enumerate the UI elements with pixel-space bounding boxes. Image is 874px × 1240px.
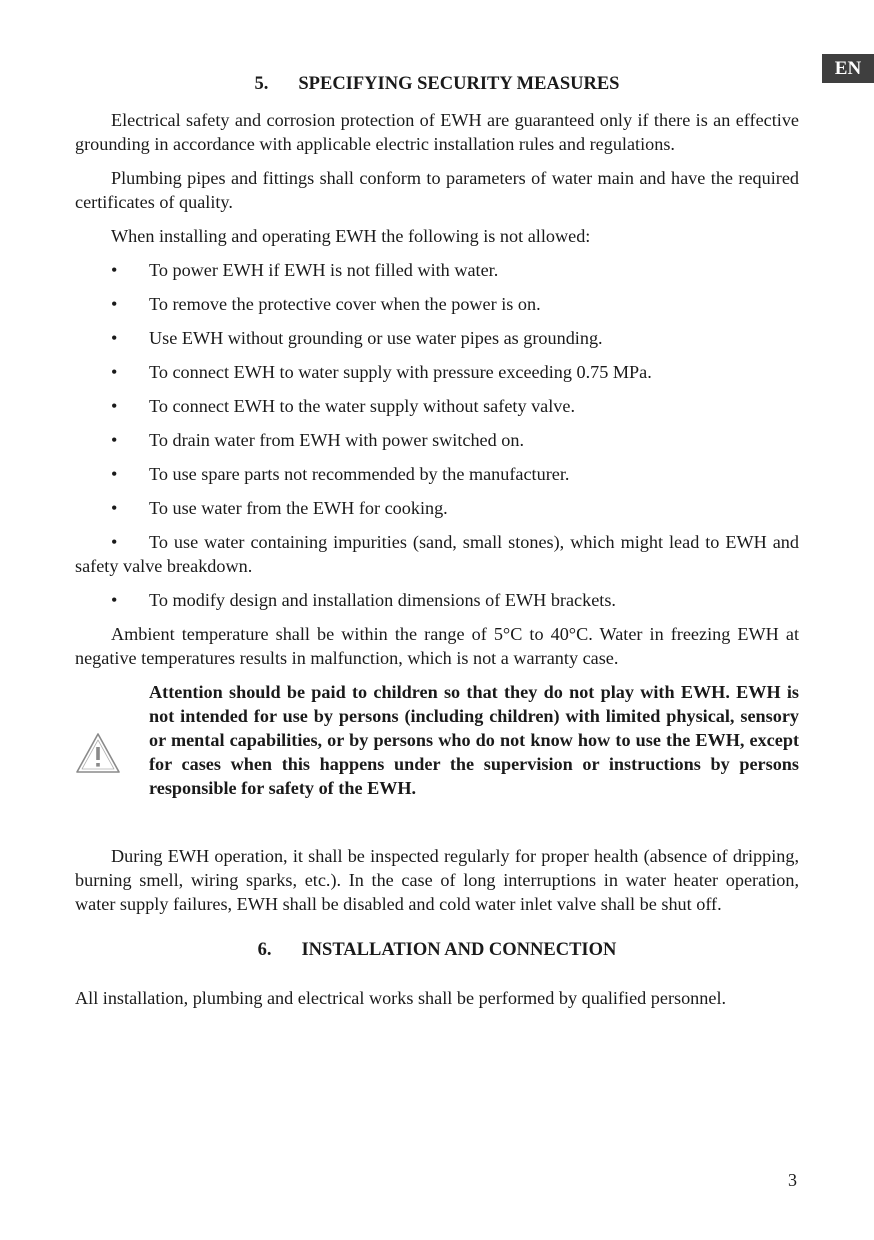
list-item-text: To remove the protective cover when the power is on.: [149, 294, 541, 314]
list-item-text: To modify design and installation dimensions of EWH brackets.: [149, 590, 616, 610]
list-item: [75, 530, 799, 578]
bullet-marker: •: [111, 362, 118, 382]
children-warning-block: [75, 680, 799, 800]
children-warning-text: Attention should be paid to children so that they do not play with EWH. EWH is not intended for use by persons (including children) with limited physical, sensory or mental capabilities, or by persons who do not know how to use the EWH, except for cases when this happens under the supervision or instructions by persons responsible for safety of the EWH.: [149, 682, 799, 798]
section-6-heading: [75, 938, 799, 962]
page-number: 3: [788, 1170, 797, 1190]
bullet-marker: •: [111, 498, 118, 518]
list-item: [75, 394, 799, 418]
list-item: [75, 428, 799, 452]
list-item-text: To use water from the EWH for cooking.: [149, 498, 448, 518]
section-5-title: SPECIFYING SECURITY MEASURES: [298, 74, 620, 94]
paragraph-ambient-temperature: Ambient temperature shall be within the range of 5°C to 40°C. Water in freezing EWH at negative temperatures results in malfunction, which is not a warranty case.: [75, 624, 799, 668]
bullet-marker: •: [111, 260, 118, 280]
bullet-marker: •: [111, 590, 118, 610]
section-6-title: INSTALLATION AND CONNECTION: [301, 940, 617, 960]
prohibited-actions-list: [75, 258, 799, 612]
list-item: [75, 258, 799, 282]
bullet-marker: •: [111, 464, 118, 484]
bullet-marker: •: [111, 328, 118, 348]
paragraph-not-allowed-intro: When installing and operating EWH the following is not allowed:: [111, 226, 591, 246]
list-item: [75, 326, 799, 350]
paragraph-grounding: Electrical safety and corrosion protection of EWH are guaranteed only if there is an effective grounding in accordance with applicable electric installation rules and regulations.: [75, 110, 799, 154]
paragraph-qualified-personnel: All installation, plumbing and electrical works shall be performed by qualified personnel.: [75, 988, 727, 1008]
list-item: [75, 360, 799, 384]
bullet-marker: •: [111, 294, 118, 314]
list-item: [75, 462, 799, 486]
list-item-text: To connect EWH to water supply with pressure exceeding 0.75 MPa.: [149, 362, 652, 382]
section-5-heading: [75, 72, 799, 96]
paragraph-plumbing: Plumbing pipes and fittings shall conform to parameters of water main and have the required certificates of quality.: [75, 168, 799, 212]
page-content: [75, 72, 799, 1020]
paragraph-inspection: During EWH operation, it shall be inspected regularly for proper health (absence of dripping, burning smell, wiring sparks, etc.). In the case of long interruptions in water heater operation, water supply failures, EWH shall be disabled and cold water inlet valve shall be shut off.: [75, 846, 799, 914]
bullet-marker: •: [111, 430, 118, 450]
bullet-marker: •: [111, 532, 118, 552]
list-item-text: To power EWH if EWH is not filled with water.: [149, 260, 499, 280]
list-item-text: To connect EWH to the water supply without safety valve.: [149, 396, 576, 416]
bullet-marker: •: [111, 396, 118, 416]
section-5-number: 5.: [254, 74, 269, 94]
language-tab: EN: [822, 54, 874, 83]
list-item-text: To drain water from EWH with power switched on.: [149, 430, 525, 450]
section-6-number: 6.: [257, 940, 272, 960]
list-item-text: To use spare parts not recommended by the manufacturer.: [149, 464, 570, 484]
list-item: [75, 588, 799, 612]
list-item: [75, 292, 799, 316]
list-item-text: To use water containing impurities (sand, small stones), which might lead to EWH and safety valve breakdown.: [75, 532, 799, 576]
list-item-text: Use EWH without grounding or use water pipes as grounding.: [149, 328, 603, 348]
list-item: [75, 496, 799, 520]
warning-triangle-icon: [75, 732, 121, 774]
